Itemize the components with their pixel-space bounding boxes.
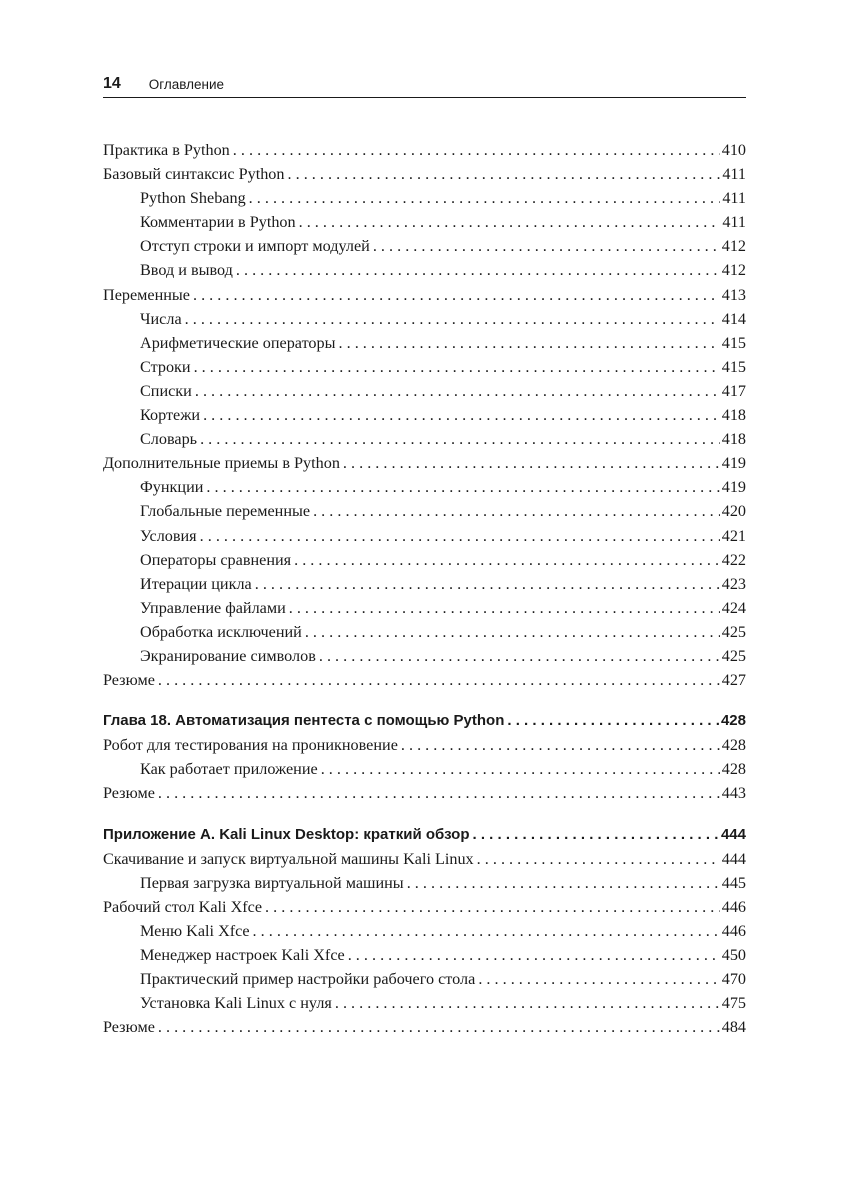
toc-entry xyxy=(103,358,746,382)
toc-entry xyxy=(103,922,746,946)
dot-leader xyxy=(233,141,720,160)
dot-leader xyxy=(478,970,719,989)
dot-leader xyxy=(158,671,720,690)
toc-entry-page: 446 xyxy=(721,921,746,940)
toc-entry xyxy=(103,382,746,406)
toc-entry-title: Функции xyxy=(140,478,204,497)
dot-leader xyxy=(265,898,720,917)
toc-entry-page: 425 xyxy=(721,646,746,665)
toc-entry xyxy=(103,946,746,970)
dot-leader xyxy=(348,946,720,965)
toc-entry-page: 414 xyxy=(721,309,746,328)
toc-entry xyxy=(103,430,746,454)
toc-entry-page: 412 xyxy=(721,237,746,256)
toc-entry-page: 411 xyxy=(722,213,746,232)
toc-entry-page: 410 xyxy=(721,141,746,159)
dot-leader xyxy=(343,454,720,473)
dot-leader xyxy=(401,736,720,755)
toc-entry-page: 413 xyxy=(721,285,746,304)
toc-entry-title: Менеджер настроек Kali Xfce xyxy=(140,946,345,964)
toc-entry-title: Числа xyxy=(140,309,182,328)
toc-entry-page: 418 xyxy=(721,406,746,425)
dot-leader xyxy=(185,310,720,329)
toc-entry-title: Скачивание и запуск виртуальной машины Kali Linux xyxy=(103,849,474,868)
toc-entry-title: Арифметические операторы xyxy=(140,333,336,352)
toc-entry xyxy=(103,970,746,994)
toc-entry-title: Резюме xyxy=(103,1018,155,1037)
toc-entry xyxy=(103,898,746,922)
toc-entry xyxy=(103,454,746,478)
toc-entry xyxy=(103,141,746,165)
toc-entry xyxy=(103,647,746,671)
toc-entry-title: Глава 18. Автоматизация пентеста с помощью Python xyxy=(103,712,505,730)
dot-leader xyxy=(158,1018,720,1037)
dot-leader xyxy=(299,213,721,232)
toc-entry xyxy=(103,575,746,599)
toc-entry xyxy=(103,310,746,334)
dot-leader xyxy=(339,334,720,353)
dot-leader xyxy=(407,874,720,893)
toc-entry-page: 417 xyxy=(721,381,746,400)
toc-entry-page: 444 xyxy=(721,849,746,868)
toc-entry-title: Условия xyxy=(140,526,197,545)
toc-entry xyxy=(103,551,746,575)
toc-entry xyxy=(103,623,746,647)
toc-entry xyxy=(103,527,746,551)
toc-entry xyxy=(103,286,746,310)
toc-entry-title: Экранирование символов xyxy=(140,646,316,665)
toc-entry-page: 484 xyxy=(721,1018,746,1037)
dot-leader xyxy=(194,358,720,377)
section-gap xyxy=(103,695,746,712)
toc-entry-title: Строки xyxy=(140,357,191,376)
toc-entry-title: Дополнительные приемы в Python xyxy=(103,454,340,473)
toc-entry-title: Глобальные переменные xyxy=(140,502,311,521)
dot-leader xyxy=(477,850,720,869)
toc-entry-title: Списки xyxy=(140,381,192,400)
toc-entry-page: 418 xyxy=(721,430,746,449)
dot-leader xyxy=(321,760,720,779)
toc-entry-page: 475 xyxy=(721,994,746,1013)
toc-entry-page: 427 xyxy=(721,671,746,690)
toc-entry xyxy=(103,784,746,808)
toc-entry xyxy=(103,213,746,237)
toc-entry xyxy=(103,1018,746,1042)
toc-entry-page: 419 xyxy=(721,454,746,473)
dot-leader xyxy=(373,237,720,256)
toc-entry xyxy=(103,850,746,874)
toc-entry-title: Итерации цикла xyxy=(140,574,252,593)
toc-entry xyxy=(103,736,746,760)
dot-leader xyxy=(203,406,720,425)
toc-entry-title: Меню Kali Xfce xyxy=(140,921,250,940)
toc-entry-title: Ввод и вывод xyxy=(140,261,233,280)
toc-entry-title: Переменные xyxy=(103,285,190,304)
toc-entry xyxy=(103,189,746,213)
dot-leader xyxy=(305,623,720,642)
toc-entry xyxy=(103,334,746,358)
dot-leader xyxy=(195,382,720,401)
toc-entry xyxy=(103,237,746,261)
toc-entry xyxy=(103,874,746,898)
toc-entry-page: 411 xyxy=(722,189,746,208)
toc-entry-title: Обработка исключений xyxy=(140,622,302,641)
toc-entry-page: 470 xyxy=(721,970,746,989)
toc-entry-title: Операторы сравнения xyxy=(140,550,292,569)
toc-entry-page: 415 xyxy=(721,333,746,352)
toc-entry-page: 422 xyxy=(721,550,746,569)
toc-entry-page: 444 xyxy=(720,825,746,843)
toc-entry xyxy=(103,261,746,285)
toc-entry-page: 419 xyxy=(721,478,746,497)
toc-entry-page: 428 xyxy=(721,760,746,779)
dot-leader xyxy=(313,502,720,521)
toc-entry-title: Отступ строки и импорт модулей xyxy=(140,237,370,256)
dot-leader xyxy=(319,647,720,666)
dot-leader xyxy=(249,189,721,208)
toc-entry-title: Управление файлами xyxy=(140,598,286,617)
toc-entry-page: 428 xyxy=(720,712,746,730)
toc-entry-page: 411 xyxy=(722,165,746,184)
toc-entry-page: 420 xyxy=(721,502,746,521)
toc-entry-page: 425 xyxy=(721,622,746,641)
dot-leader xyxy=(289,599,720,618)
toc-entry-title: Резюме xyxy=(103,671,155,690)
toc-entry-page: 423 xyxy=(721,574,746,593)
toc-entry-page: 421 xyxy=(721,526,746,545)
toc-entry-title: Робот для тестирования на проникновение xyxy=(103,736,398,755)
dot-leader xyxy=(200,527,720,546)
toc-entry xyxy=(103,165,746,189)
toc-entry-page: 424 xyxy=(721,598,746,617)
toc-entry-page: 428 xyxy=(721,736,746,755)
running-title: Оглавление xyxy=(148,76,225,92)
toc-chapter-entry xyxy=(103,712,746,736)
dot-leader xyxy=(253,922,720,941)
table-of-contents xyxy=(103,141,746,1042)
dot-leader xyxy=(335,994,720,1013)
toc-entry-title: Резюме xyxy=(103,784,155,803)
toc-entry-title: Комментарии в Python xyxy=(140,213,296,232)
toc-entry xyxy=(103,406,746,430)
toc-entry-page: 443 xyxy=(721,784,746,803)
toc-entry-title: Как работает приложение xyxy=(140,760,318,779)
toc-entry xyxy=(103,502,746,526)
dot-leader xyxy=(158,784,720,803)
dot-leader xyxy=(193,286,720,305)
toc-entry xyxy=(103,994,746,1018)
page-number: 14 xyxy=(103,75,121,92)
toc-entry xyxy=(103,599,746,623)
toc-entry-title: Рабочий стол Kali Xfce xyxy=(103,897,263,916)
toc-entry-title: Практика в Python xyxy=(103,141,230,159)
toc-entry xyxy=(103,671,746,695)
toc-entry-title: Базовый синтаксис Python xyxy=(103,165,285,184)
section-gap xyxy=(103,809,746,826)
dot-leader xyxy=(236,261,720,280)
toc-entry xyxy=(103,760,746,784)
dot-leader xyxy=(206,478,719,497)
toc-chapter-entry xyxy=(103,826,746,850)
dot-leader xyxy=(255,575,720,594)
toc-entry-title: Установка Kali Linux с нуля xyxy=(140,994,332,1013)
dot-leader xyxy=(288,165,721,184)
toc-entry-title: Python Shebang xyxy=(140,189,246,208)
toc-entry-title: Словарь xyxy=(140,430,198,449)
toc-entry-page: 415 xyxy=(721,357,746,376)
toc-entry-page: 450 xyxy=(721,946,746,964)
dot-leader xyxy=(200,430,720,449)
toc-entry-title: Кортежи xyxy=(140,406,201,425)
toc-entry-page: 446 xyxy=(721,897,746,916)
toc-entry-title: Приложение А. Kali Linux Desktop: краткий обзор xyxy=(103,825,470,843)
toc-entry-title: Первая загрузка виртуальной машины xyxy=(140,873,404,892)
dot-leader xyxy=(473,826,719,843)
dot-leader xyxy=(294,551,720,570)
toc-entry-page: 445 xyxy=(721,873,746,892)
page-header xyxy=(103,71,746,98)
toc-entry-title: Практический пример настройки рабочего стола xyxy=(140,970,476,989)
toc-entry-page: 412 xyxy=(721,261,746,280)
toc-entry xyxy=(103,478,746,502)
dot-leader xyxy=(507,712,719,729)
